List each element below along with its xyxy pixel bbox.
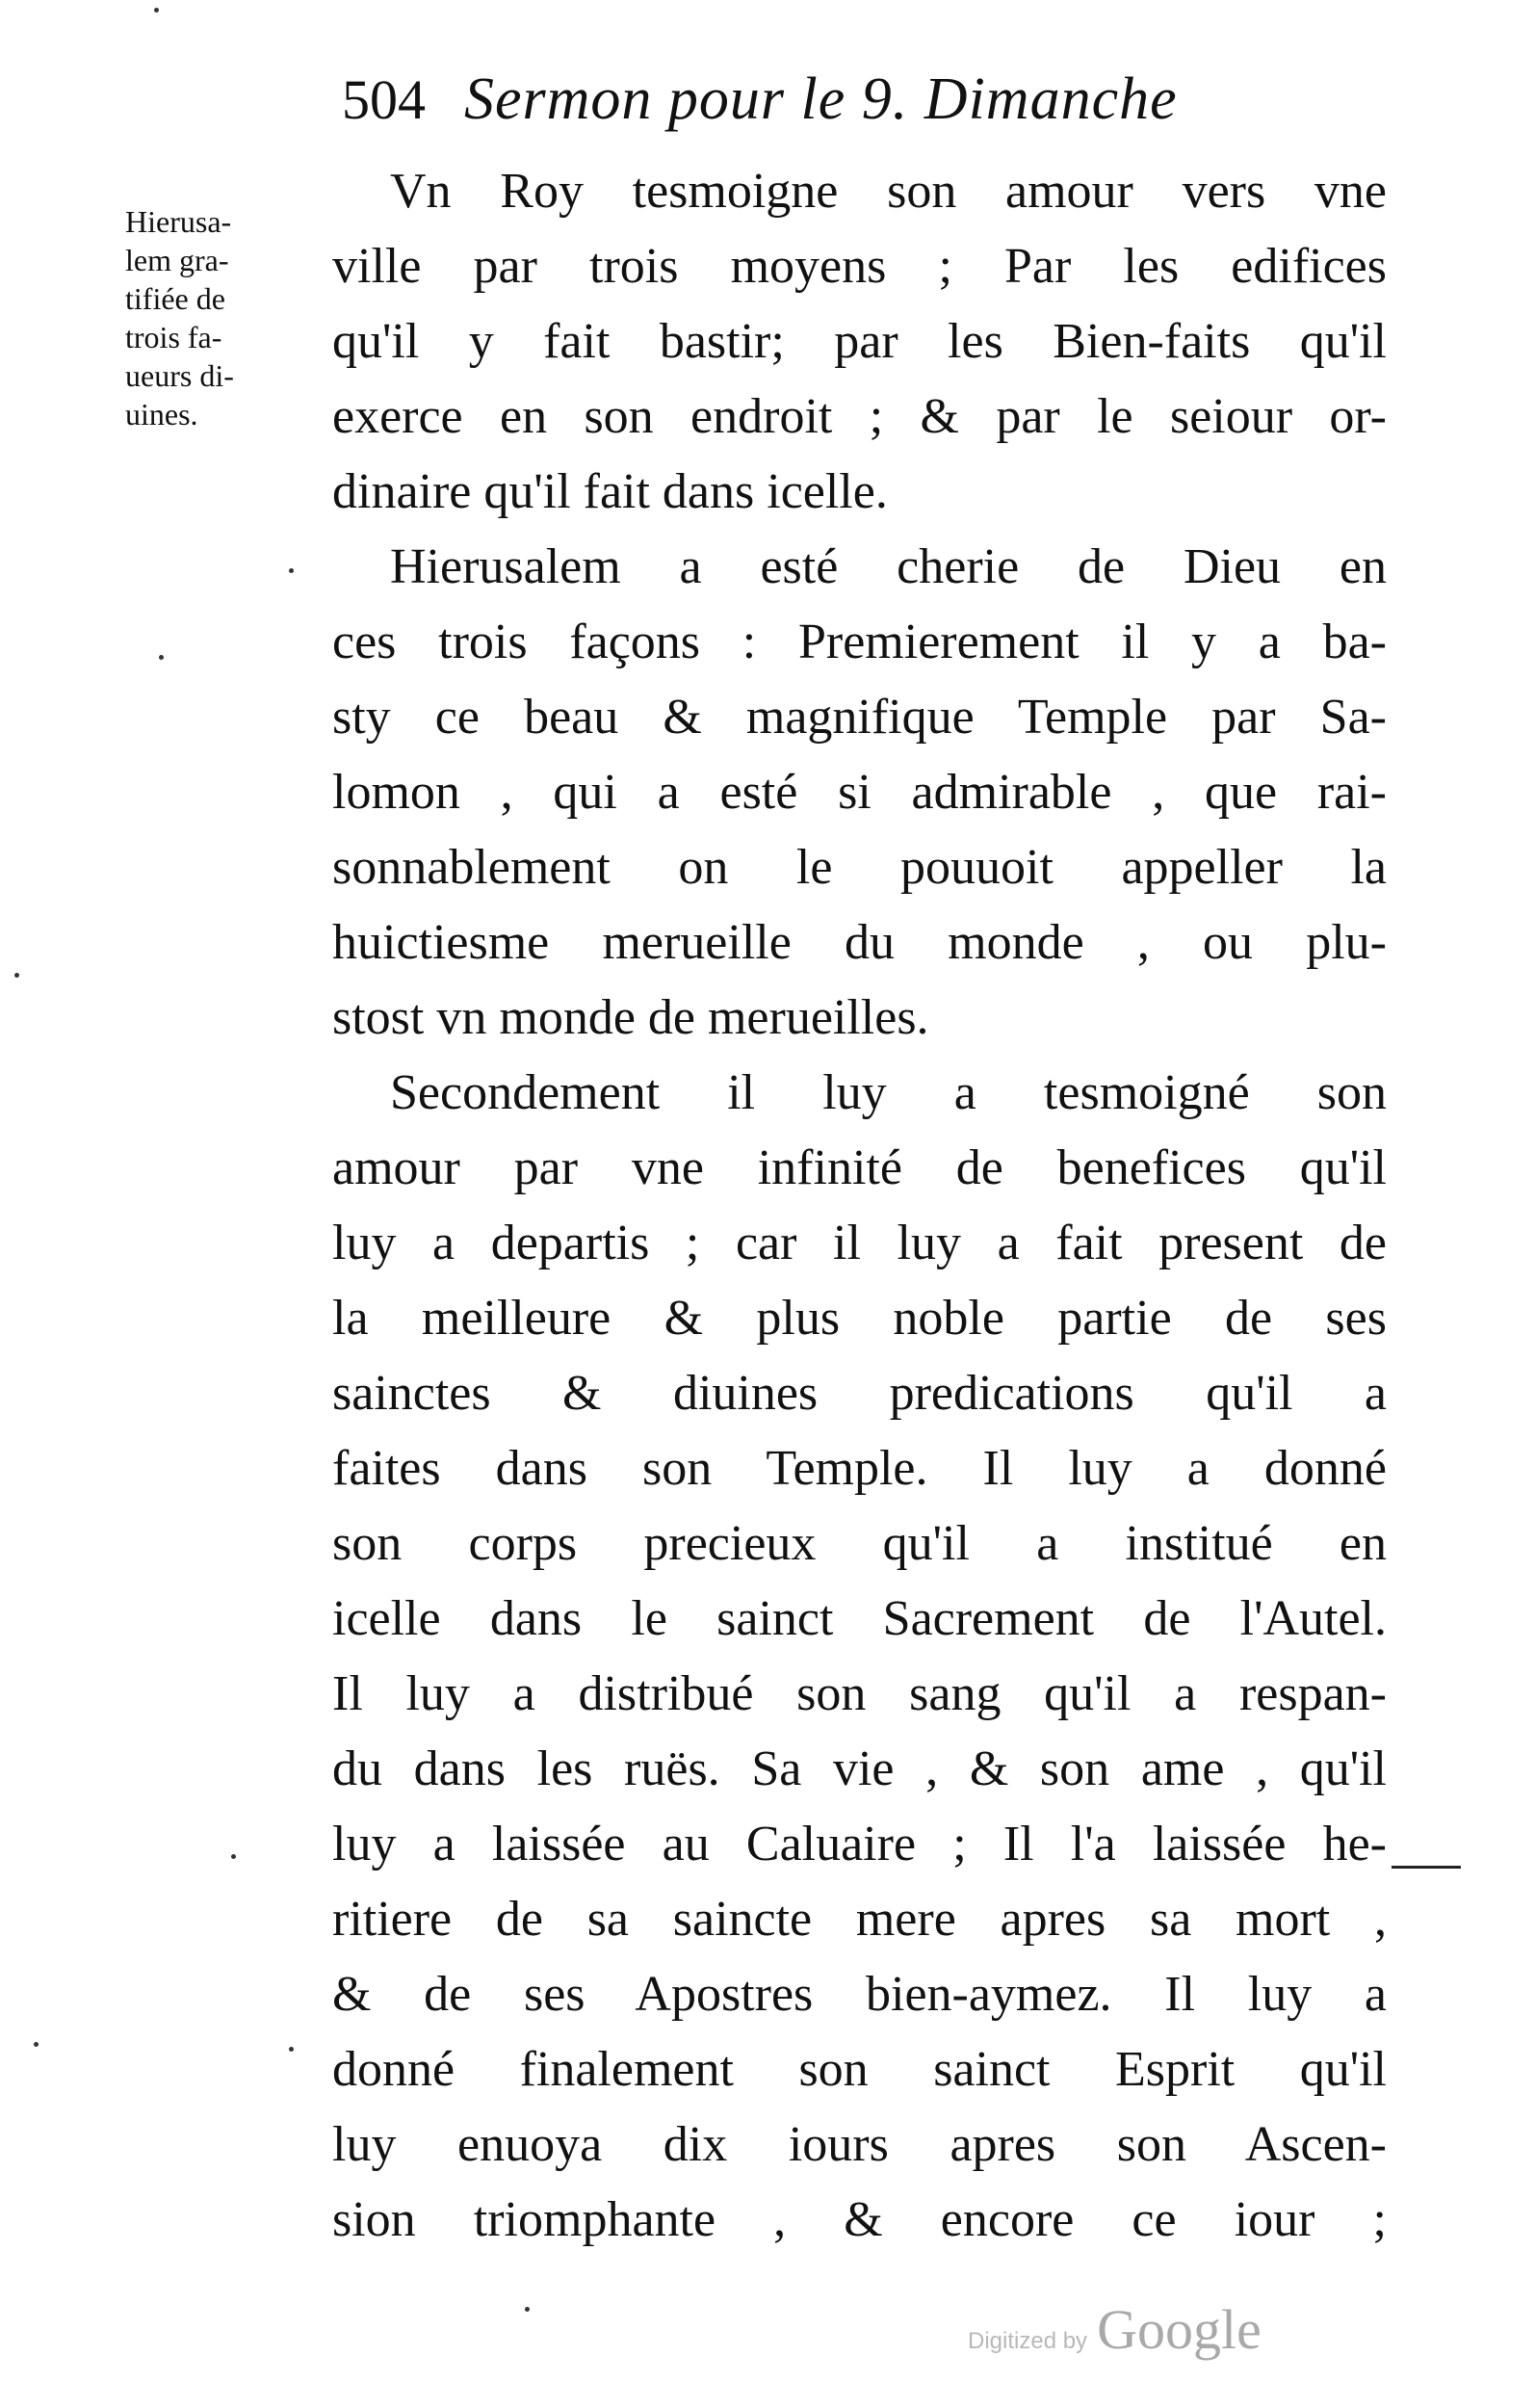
text-line: stost vn monde de merueilles. <box>332 990 929 1045</box>
scan-speck <box>525 2307 530 2312</box>
scan-speck <box>159 655 164 660</box>
text-line: ces trois façons : Premierement il y a ba- <box>332 615 1387 669</box>
marginal-note-line: Hierusa- <box>125 204 232 239</box>
text-line: luy enuoya dix iours apres son Ascen- <box>332 2117 1387 2172</box>
page-number: 504 <box>342 68 426 131</box>
marginal-note <box>125 202 299 433</box>
scan-speck <box>289 568 294 573</box>
marginal-note-line: tifiée de <box>125 281 225 316</box>
text-line: ritiere de sa saincte mere apres sa mort , <box>332 1892 1387 1947</box>
scan-speck <box>289 2047 294 2052</box>
text-line: sty ce beau & magnifique Temple par Sa- <box>332 690 1387 745</box>
margin-rule <box>1392 1866 1461 1869</box>
text-line: Vn Roy tesmoigne son amour vers vne <box>390 164 1387 219</box>
text-line: & de ses Apostres bien-aymez. Il luy a <box>332 1967 1387 2022</box>
watermark-logo: Google <box>1097 2298 1262 2361</box>
scan-speck <box>231 1854 236 1859</box>
scan-speck <box>34 2042 39 2047</box>
text-line: donné finalement son sainct Esprit qu'il <box>332 2042 1387 2097</box>
page-header <box>342 65 1305 152</box>
scan-speck <box>14 973 19 978</box>
text-line: dinaire qu'il fait dans icelle. <box>332 464 888 519</box>
marginal-note-line: trois fa- <box>125 320 222 354</box>
text-line: sainctes & diuines predications qu'il a <box>332 1366 1387 1421</box>
text-line: qu'il y fait bastir; par les Bien-faits qu'il <box>332 314 1387 369</box>
text-line: son corps precieux qu'il a institué en <box>332 1516 1387 1571</box>
text-line: ville par trois moyens ; Par les edifices <box>332 239 1387 294</box>
text-line: icelle dans le sainct Sacrement de l'Autel. <box>332 1591 1387 1646</box>
marginal-note-line: lem gra- <box>125 243 229 277</box>
marginal-note-line: ueurs di- <box>125 358 234 393</box>
text-line: du dans les ruës. Sa vie , & son ame , qu'il <box>332 1741 1387 1796</box>
text-line: Hierusalem a esté cherie de Dieu en <box>390 539 1387 594</box>
marginal-note-line: uines. <box>125 397 198 432</box>
text-line: amour par vne infinité de benefices qu'il <box>332 1140 1387 1195</box>
text-line: luy a laissée au Caluaire ; Il l'a laissée he- <box>332 1817 1387 1871</box>
digitized-watermark <box>968 2297 1262 2362</box>
text-line: huictiesme merueille du monde , ou plu- <box>332 915 1387 970</box>
body-text <box>332 154 1387 2258</box>
text-line: faites dans son Temple. Il luy a donné <box>332 1441 1387 1496</box>
text-line: la meilleure & plus noble partie de ses <box>332 1291 1387 1346</box>
watermark-prefix: Digitized by <box>968 2328 1088 2354</box>
text-line: lomon , qui a esté si admirable , que rai- <box>332 765 1387 820</box>
text-line: exerce en son endroit ; & par le seiour or- <box>332 389 1387 444</box>
text-line: Secondement il luy a tesmoigné son <box>390 1065 1387 1120</box>
running-head: Sermon pour le 9. Dimanche <box>464 66 1178 132</box>
text-line: sonnablement on le pouuoit appeller la <box>332 840 1387 895</box>
text-line: luy a departis ; car il luy a fait present de <box>332 1216 1387 1270</box>
text-line: Il luy a distribué son sang qu'il a respan- <box>332 1666 1387 1721</box>
text-line: sion triomphante , & encore ce iour ; <box>332 2192 1387 2247</box>
scan-speck <box>154 8 159 13</box>
